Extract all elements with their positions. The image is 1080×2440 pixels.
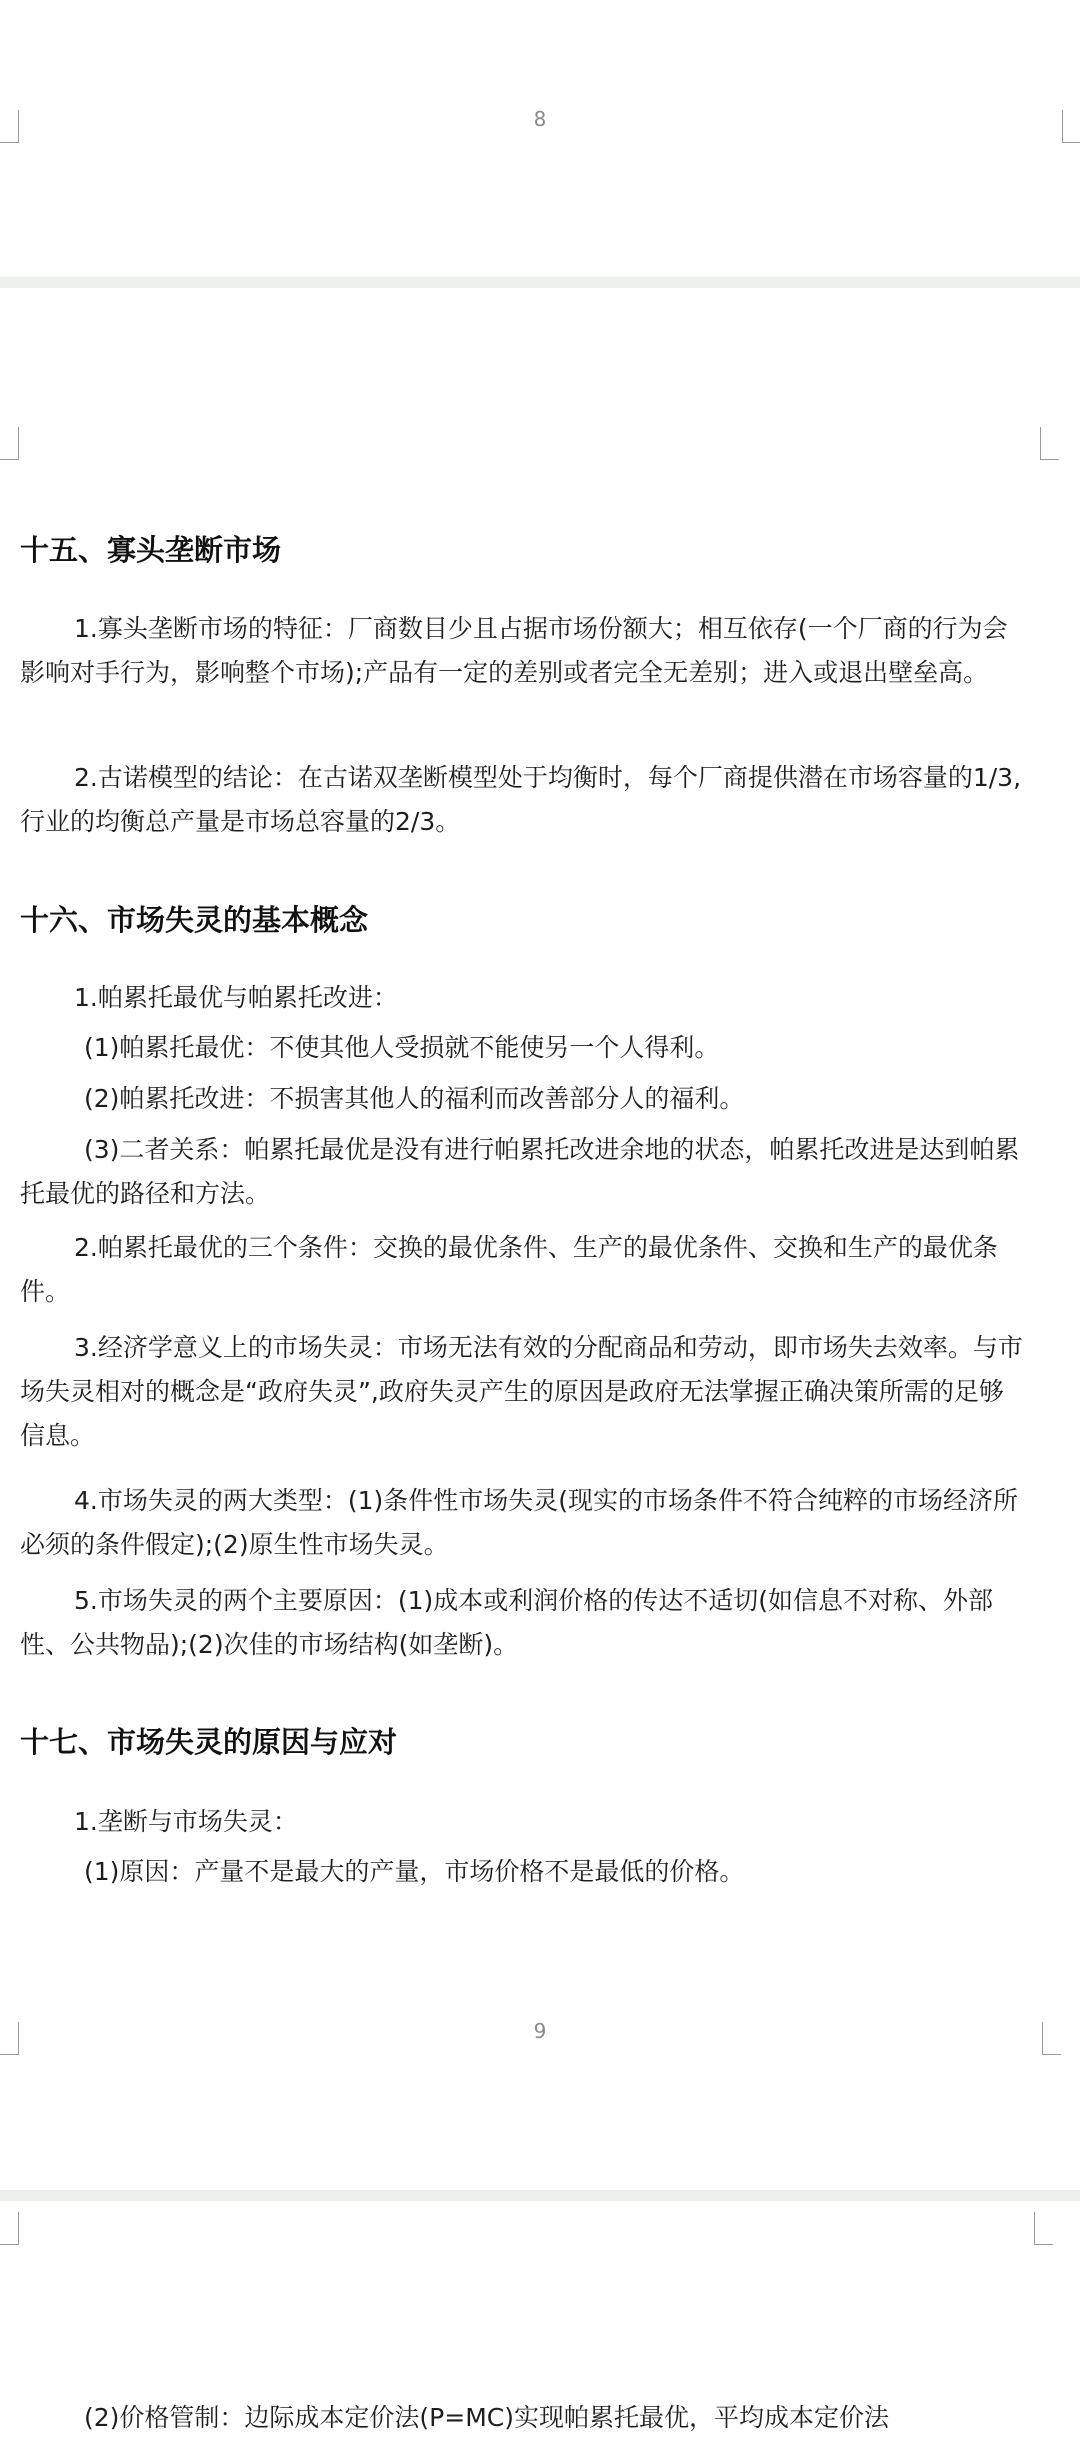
paragraph: 4.市场失灵的两大类型：(1)条件性市场失灵(现实的市场条件不符合纯粹的市场经济所必须的条件假定);(2)原生性市场失灵。 bbox=[20, 1486, 1019, 1559]
paragraph: 1.垄断与市场失灵： bbox=[74, 1807, 298, 1836]
paragraph: 1.寡头垄断市场的特征：厂商数目少且占据市场份额大；相互依存(一个厂商的行为会影响对手行为，影响整个市场);产品有一定的差别或者完全无差别；进入或退出壁垒高。 bbox=[20, 614, 1008, 687]
paragraph: (2)帕累托改进：不损害其他人的福利而改善部分人的福利。 bbox=[84, 1084, 745, 1113]
paragraph: 5.市场失灵的两个主要原因：(1)成本或利润价格的传达不适切(如信息不对称、外部性、公共物品);(2)次佳的市场结构(如垄断)。 bbox=[20, 1586, 994, 1659]
paragraph: 3.经济学意义上的市场失灵：市场无法有效的分配商品和劳动，即市场失去效率。与市场失灵相对的概念是“政府失灵”,政府失灵产生的原因是政府无法掌握正确决策所需的足够信息。 bbox=[20, 1333, 1023, 1450]
crop-mark-top-right bbox=[1034, 2212, 1053, 2245]
page-separator bbox=[0, 2190, 1080, 2201]
crop-mark-top-right bbox=[1040, 427, 1059, 460]
paragraph: 2.古诺模型的结论：在古诺双垄断模型处于均衡时，每个厂商提供潜在市场容量的1/3,行业的均衡总产量是市场总容量的2/3。 bbox=[20, 763, 1022, 836]
paragraph: 2.帕累托最优的三个条件：交换的最优条件、生产的最优条件、交换和生产的最优条件。 bbox=[20, 1233, 998, 1306]
crop-mark-top-left bbox=[0, 427, 19, 460]
paragraph: (2)价格管制：边际成本定价法(P=MC)实现帕累托最优，平均成本定价法 bbox=[84, 2403, 889, 2432]
crop-mark-top-left bbox=[0, 2212, 19, 2245]
section-heading: 十七、市场失灵的原因与应对 bbox=[20, 1725, 398, 1759]
paragraph: (1)帕累托最优：不使其他人受损就不能使另一个人得利。 bbox=[84, 1033, 720, 1062]
paragraph: (1)原因：产量不是最大的产量，市场价格不是最低的价格。 bbox=[84, 1857, 745, 1886]
page-separator bbox=[0, 277, 1080, 288]
paragraph: (3)二者关系：帕累托最优是没有进行帕累托改进余地的状态，帕累托改进是达到帕累托最优的路径和方法。 bbox=[20, 1135, 1020, 1208]
section-heading: 十五、寡头垄断市场 bbox=[20, 533, 282, 567]
page-number: 8 bbox=[533, 107, 547, 131]
page-number: 9 bbox=[533, 2019, 547, 2043]
section-heading: 十六、市场失灵的基本概念 bbox=[20, 903, 369, 937]
paragraph: 1.帕累托最优与帕累托改进： bbox=[74, 983, 398, 1012]
